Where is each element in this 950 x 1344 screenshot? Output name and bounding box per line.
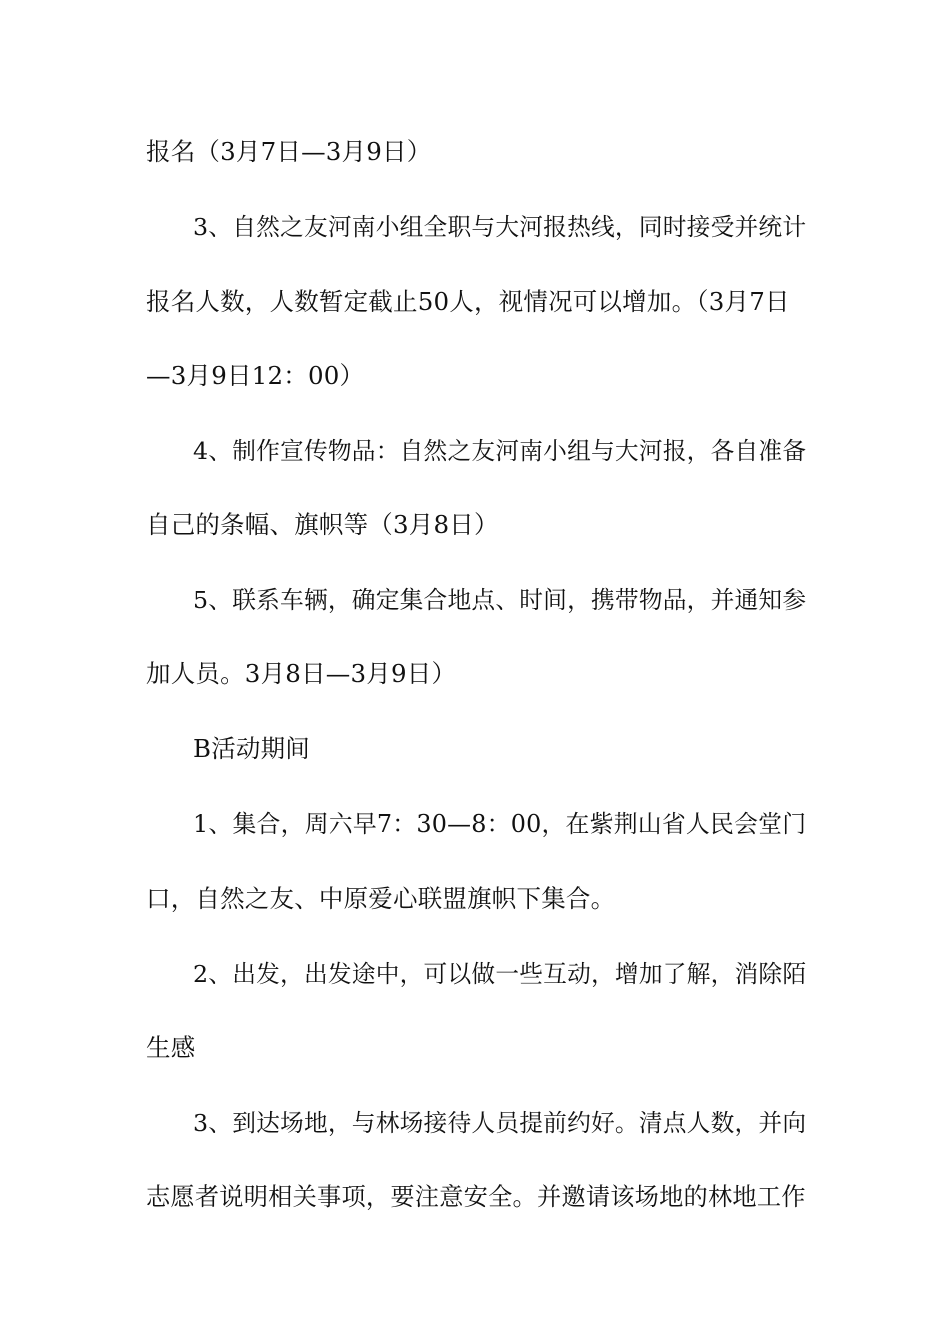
text-line-b-item-3-cont: 志愿者说明相关事项，要注意安全。并邀请该场地的林地工作 [146, 1182, 806, 1211]
text-line-item-5: 5、联系车辆，确定集合地点、时间，携带物品，并通知参 [193, 586, 807, 614]
text-line-item-4: 4、制作宣传物品：自然之友河南小组与大河报，各自准备 [193, 437, 807, 465]
text-line-item-3-end: —3月9日12：00） [146, 361, 365, 390]
section-heading-b: B活动期间 [193, 734, 311, 763]
text-line-b-item-2-cont: 生感 [146, 1033, 196, 1062]
text-line-item-5-cont: 加人员。3月8日—3月9日） [146, 659, 457, 688]
text-line-item-4-cont: 自己的条幅、旗帜等（3月8日） [146, 510, 499, 539]
text-line-item-3: 3、自然之友河南小组全职与大河报热线，同时接受并统计 [193, 213, 807, 241]
text-line-b-item-1-cont: 口，自然之友、中原爱心联盟旗帜下集合。 [146, 884, 616, 913]
text-line-b-item-3: 3、到达场地，与林场接待人员提前约好。清点人数，并向 [193, 1109, 807, 1137]
text-line-registration: 报名（3月7日—3月9日） [146, 137, 432, 166]
text-line-item-3-cont: 报名人数，人数暂定截止50人，视情况可以增加。（3月7日 [146, 287, 790, 316]
text-line-b-item-2: 2、出发，出发途中，可以做一些互动，增加了解，消除陌 [193, 960, 807, 988]
text-line-b-item-1: 1、集合，周六早7：30—8：00，在紫荆山省人民会堂门 [193, 810, 807, 838]
